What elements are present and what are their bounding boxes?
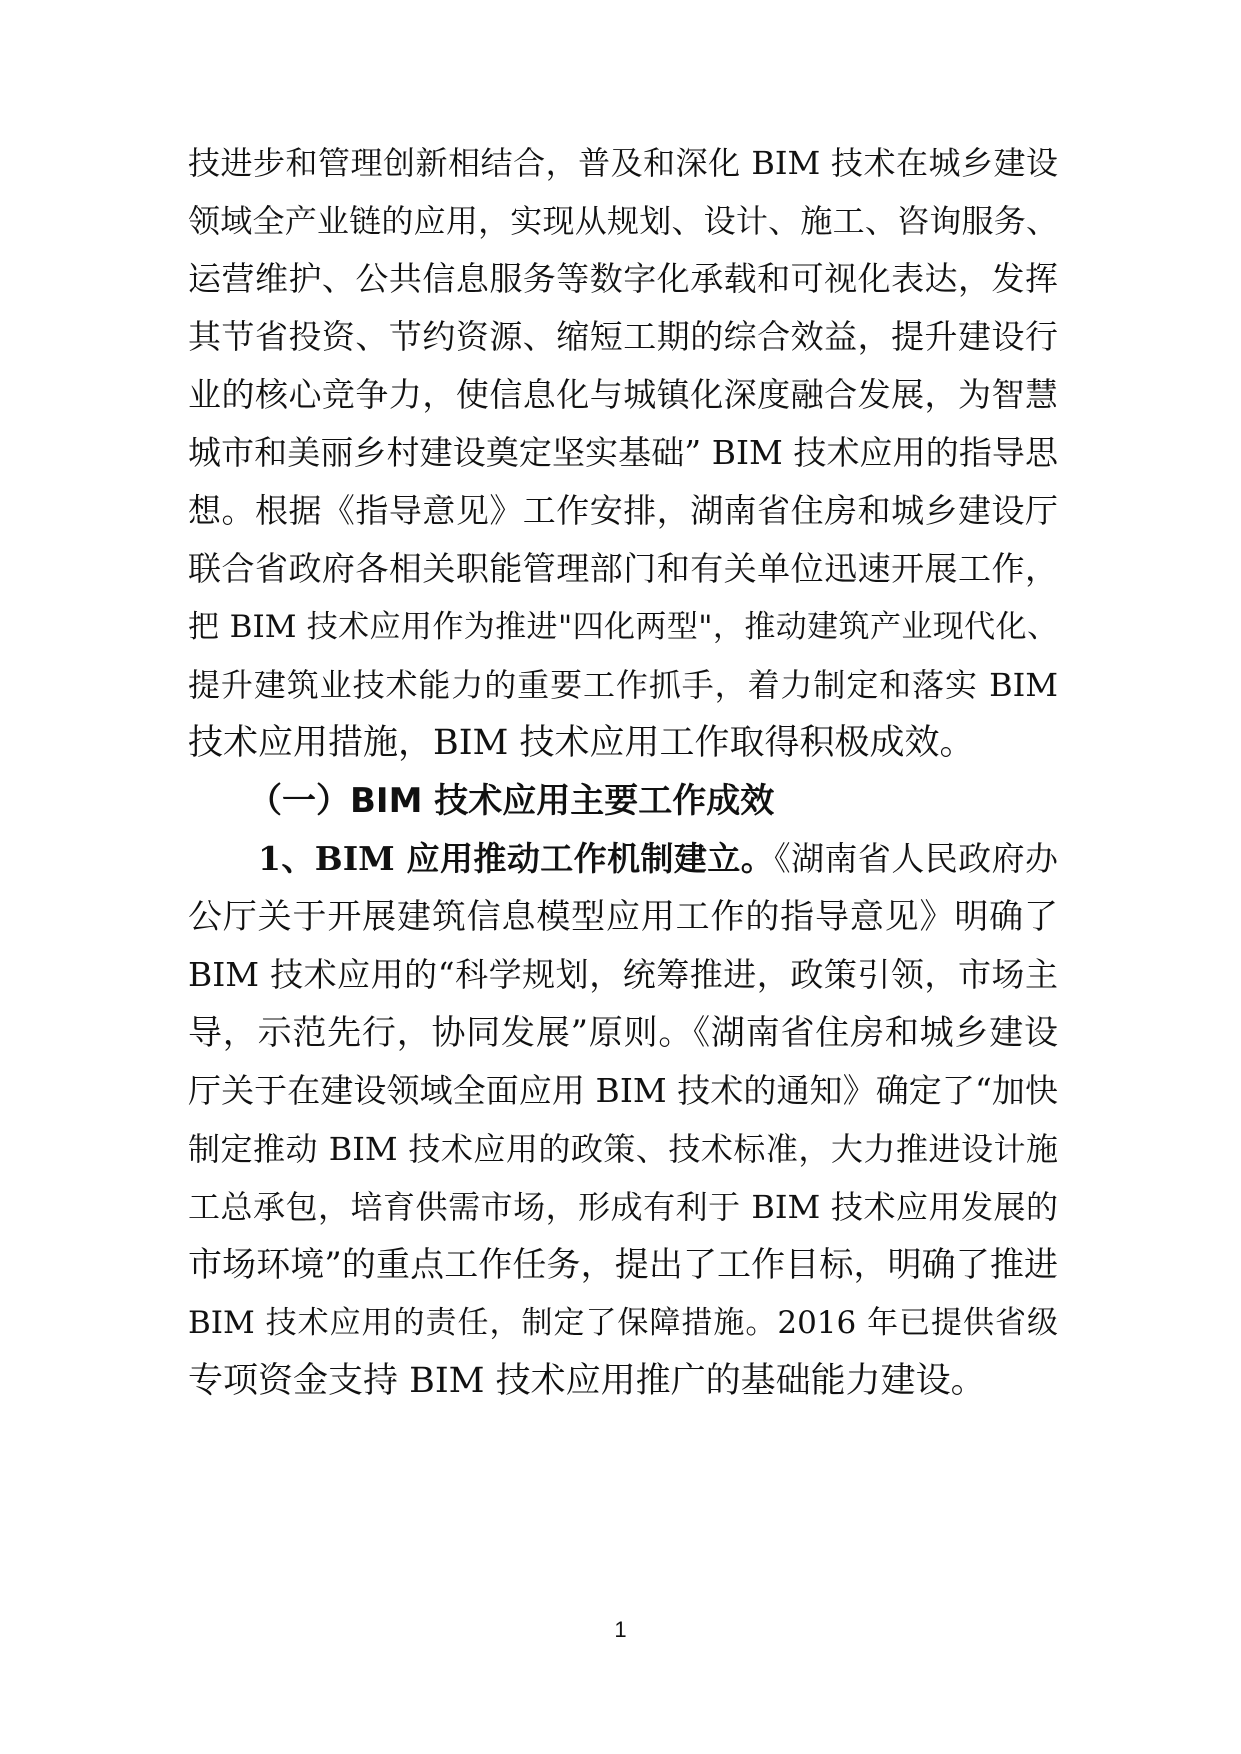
paragraph-lead-rest: 《湖南省人民政府办 [774,839,1058,878]
text-line: 想。根据《指导意见》工作安排，湖南省住房和城乡建设厅 [188,491,1058,530]
text-line: 业的核心竞争力，使信息化与城镇化深度融合发展，为智慧 [188,375,1058,414]
paragraph-lead-bold: 1、BIM 应用推动工作机制建立。 [258,839,775,878]
text-line: 专项资金支持 BIM 技术应用推广的基础能力建设。 [188,1361,986,1401]
text-line: 导，示范先行，协同发展”原则。《湖南省住房和城乡建设 [188,1013,1058,1053]
text-line: 制定推动 BIM 技术应用的政策、技术标准，大力推进设计施 [188,1130,1058,1168]
text-line: BIM 技术应用的责任，制定了保障措施。2016 年已提供省级 [188,1305,1058,1341]
text-line-first [258,826,1058,892]
text-line: 领域全产业链的应用，实现从规划、设计、施工、咨询服务、 [188,202,1058,240]
text-line: 城市和美丽乡村建设奠定坚实基础” BIM 技术应用的指导思 [188,433,1058,472]
text-line: 技进步和管理创新相结合，普及和深化 BIM 技术在城乡建设 [188,144,1058,182]
text-line: 市场环境”的重点工作任务，提出了工作目标，明确了推进 [188,1245,1058,1285]
section-heading: （一）BIM 技术应用主要工作成效 [248,781,775,821]
text-line: 厅关于在建设领域全面应用 BIM 技术的通知》确定了“加快 [188,1071,1058,1110]
text-line: 其节省投资、节约资源、缩短工期的综合效益，提升建设行 [188,317,1058,356]
text-line: 公厅关于开展建筑信息模型应用工作的指导意见》明确了 [188,897,1058,937]
text-line: 运营维护、公共信息服务等数字化承载和可视化表达，发挥 [188,259,1058,298]
text-line: BIM 技术应用的“科学规划，统筹推进，政策引领，市场主 [188,955,1058,994]
text-line: 把 BIM 技术应用作为推进"四化两型"，推动建筑产业现代化、 [188,609,1058,645]
text-line: 联合省政府各相关职能管理部门和有关单位迅速开展工作， [188,549,1058,588]
page-number: 1 [614,1617,627,1642]
text-line: 工总承包，培育供需市场，形成有利于 BIM 技术应用发展的 [188,1188,1058,1226]
text-line: 提升建筑业技术能力的重要工作抓手，着力制定和落实 BIM [188,666,1058,704]
text-line: 技术应用措施，BIM 技术应用工作取得积极成效。 [188,723,975,763]
